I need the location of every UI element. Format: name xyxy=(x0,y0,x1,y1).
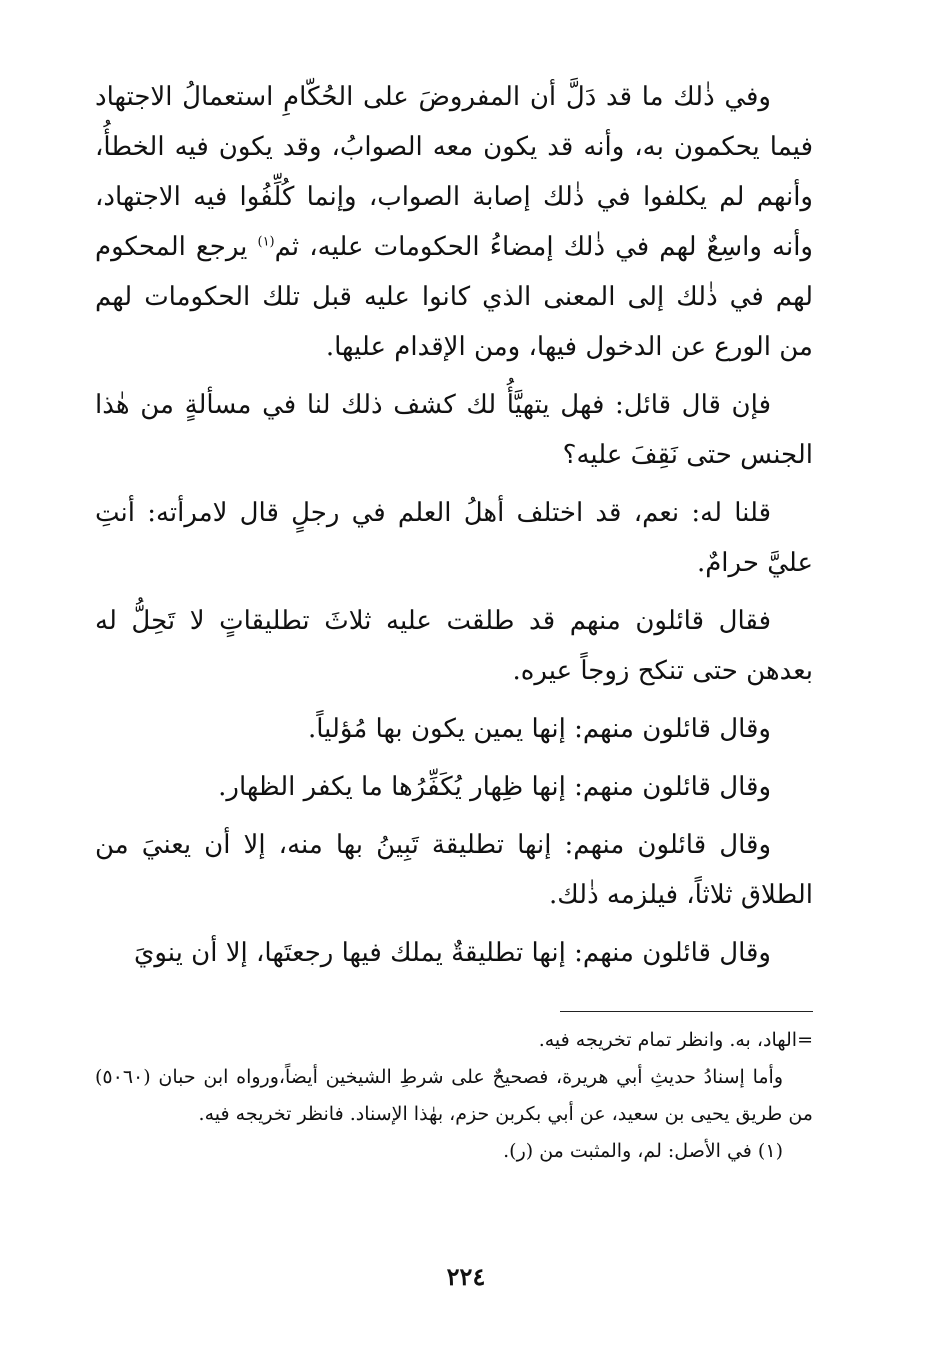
paragraph-1-continued: يرجع المحكوم لهم في ذٰلك إلى المعنى الذي كانوا عليه قبل تلك الحكومات لهم من الورع عن الدخول فيها، ومن الإقدام عليها. xyxy=(95,232,813,362)
paragraph-2: فإن قال قائل: فهل يتهيَّأُ لك كشف ذلك لنا في مسألةٍ من هٰذا الجنس حتى نَقِفَ عليه؟ xyxy=(95,390,813,470)
footnote-separator xyxy=(560,1011,813,1012)
footnotes xyxy=(95,1022,813,1170)
footnote-continuation: =الهاد، به. وانظر تمام تخريجه فيه. xyxy=(538,1029,813,1051)
paragraph-6: وقال قائلون منهم: إنها ظِهار يُكَفِّرُها ما يكفر الظهار. xyxy=(218,772,771,802)
main-text xyxy=(95,72,813,986)
footnote-ref-1[interactable]: (١) xyxy=(257,234,275,250)
paragraph-1-text: وفي ذٰلك ما قد دَلَّ أن المفروضَ على الحُكّامِ استعمالُ الاجتهاد فيما يحكمون به، وأنه قد يكون معه الصوابُ، وقد يكون فيه الخطأُ، وأنهم لم يكلفوا في ذٰلك إصابة الصواب، وإنما كُلِّفُوا فيه الاجتهاد، وأنه واسِعٌ لهم في ذٰلك إمضاءُ الحكومات عليه، ثم xyxy=(95,82,813,262)
footnote-isnad: وأما إسنادُ حديثِ أبي هريرة، فصحيحٌ على شرطِ الشيخين أيضاً،ورواه ابن حبان (٥٠٦٠) من طريق يحيى بن سعيد، عن أبي بكربن حزم، بهٰذا الإسناد. فانظر تخريجه فيه. xyxy=(95,1066,813,1125)
paragraph-8: وقال قائلون منهم: إنها تطليقةٌ يملك فيها رجعتَها، إلا أن ينويَ xyxy=(134,938,771,968)
paragraph-5: وقال قائلون منهم: إنها يمين يكون بها مُؤلياً. xyxy=(307,714,771,744)
paragraph-4: فقال قائلون منهم قد طلقت عليه ثلاثَ تطليقاتٍ لا تَحِلُّ له بعدهن حتى تنكح زوجاً عيره. xyxy=(95,606,813,686)
paragraph-7: وقال قائلون منهم: إنها تطليقة تَبِينُ بها منه، إلا أن يعنيَ من الطلاق ثلاثاً، فيلزمه ذٰلك. xyxy=(95,830,813,910)
footnote-1: (١) في الأصل: لم، والمثبت من (ر). xyxy=(503,1140,783,1162)
paragraph-3: قلنا له: نعم، قد اختلف أهلُ العلم في رجلٍ قال لامرأته: أنتِ عليَّ حرامٌ. xyxy=(95,498,813,578)
page-number: ٢٢٤ xyxy=(446,1262,486,1291)
paragraph-1 xyxy=(95,72,813,372)
